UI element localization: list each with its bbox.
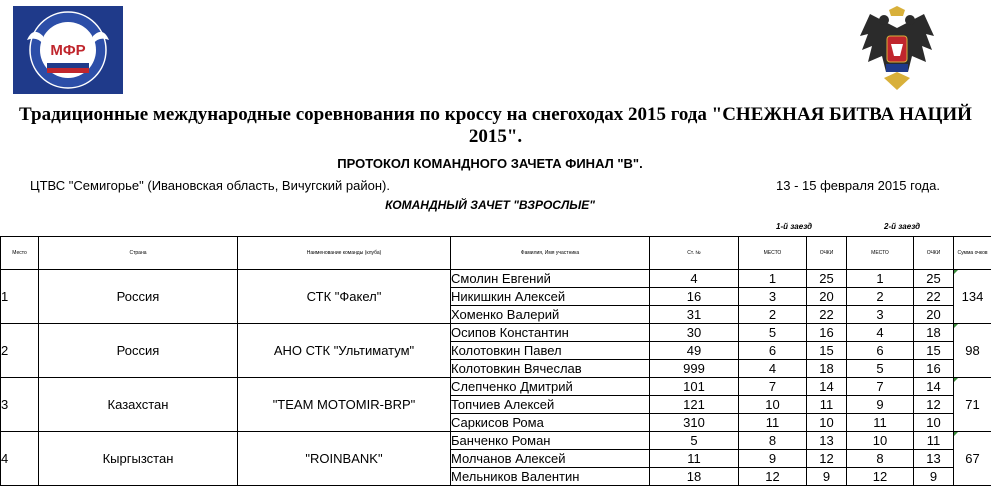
heat1-points: 13 <box>807 432 847 450</box>
heat-2-label: 2-й заезд <box>884 222 921 231</box>
heat2-place: 11 <box>847 414 914 432</box>
heat1-points: 25 <box>807 270 847 288</box>
rider-start-no: 16 <box>650 288 739 306</box>
heat2-points: 16 <box>914 360 954 378</box>
rider-name: Мельников Валентин <box>451 468 650 486</box>
team-country: Россия <box>39 324 238 378</box>
table-row <box>1 378 991 396</box>
heat2-points: 22 <box>914 288 954 306</box>
heat1-points: 16 <box>807 324 847 342</box>
col-country: Страна <box>39 237 238 270</box>
venue-text: ЦТВС "Семигорье" (Ивановская область, Вичугский район). <box>30 178 390 193</box>
document-title: Традиционные международные соревнования по кроссу на снегоходах 2015 года "СНЕЖНАЯ БИТВА НАЦИЙ 2015". <box>19 104 972 147</box>
heat1-points: 11 <box>807 396 847 414</box>
protocol-heading: ПРОТОКОЛ КОМАНДНОГО ЗАЧЕТА ФИНАЛ "В". <box>337 156 643 171</box>
col-total: Сумма очков <box>954 237 991 270</box>
heat1-place: 6 <box>739 342 807 360</box>
team-rank: 2 <box>1 324 39 378</box>
heat2-points: 14 <box>914 378 954 396</box>
heat1-points: 12 <box>807 450 847 468</box>
heat1-points: 9 <box>807 468 847 486</box>
table-header-row <box>1 237 991 270</box>
col-points-heat1: ОЧКИ <box>807 237 847 270</box>
comment-marker-icon <box>954 324 958 328</box>
col-place-heat1: МЕСТО <box>739 237 807 270</box>
col-points-heat2: ОЧКИ <box>914 237 954 270</box>
heat1-place: 9 <box>739 450 807 468</box>
heat1-place: 7 <box>739 378 807 396</box>
rider-start-no: 31 <box>650 306 739 324</box>
team-total <box>954 378 991 432</box>
heat1-points: 15 <box>807 342 847 360</box>
comment-marker-icon <box>954 270 958 274</box>
motorcycle-federation-logo <box>13 6 123 94</box>
heat1-place: 11 <box>739 414 807 432</box>
team-name: "TEAM MOTOMIR-BRP" <box>238 378 451 432</box>
rider-name: Банченко Роман <box>451 432 650 450</box>
heat1-place: 8 <box>739 432 807 450</box>
rider-start-no: 5 <box>650 432 739 450</box>
col-place-heat2: МЕСТО <box>847 237 914 270</box>
heat2-place: 2 <box>847 288 914 306</box>
heat1-place: 12 <box>739 468 807 486</box>
heat2-place: 3 <box>847 306 914 324</box>
col-place: Место <box>1 237 39 270</box>
rider-name: Топчиев Алексей <box>451 396 650 414</box>
col-rider: Фамилия, Имя участника <box>451 237 650 270</box>
heat2-place: 7 <box>847 378 914 396</box>
rider-name: Хоменко Валерий <box>451 306 650 324</box>
logo-left-text: МФР <box>50 42 86 59</box>
team-rank: 3 <box>1 378 39 432</box>
heat1-points: 14 <box>807 378 847 396</box>
team-total <box>954 270 991 324</box>
heat1-place: 10 <box>739 396 807 414</box>
heat2-points: 12 <box>914 396 954 414</box>
dates-text: 13 - 15 февраля 2015 года. <box>776 178 940 193</box>
table-row <box>1 432 991 450</box>
team-country: Кыргызстан <box>39 432 238 486</box>
team-total-value: 67 <box>965 450 980 466</box>
team-total <box>954 324 991 378</box>
heat2-place: 8 <box>847 450 914 468</box>
rider-name: Саркисов Рома <box>451 414 650 432</box>
table-row <box>1 270 991 288</box>
heat1-place: 1 <box>739 270 807 288</box>
heat2-points: 13 <box>914 450 954 468</box>
rider-start-no: 101 <box>650 378 739 396</box>
rider-start-no: 18 <box>650 468 739 486</box>
rider-start-no: 30 <box>650 324 739 342</box>
col-team: Наименование команды (клуба) <box>238 237 451 270</box>
heat1-place: 2 <box>739 306 807 324</box>
rider-name: Смолин Евгений <box>451 270 650 288</box>
rider-name: Слепченко Дмитрий <box>451 378 650 396</box>
heat2-points: 15 <box>914 342 954 360</box>
team-country: Россия <box>39 270 238 324</box>
double-headed-eagle-emblem <box>856 6 938 94</box>
heat1-points: 20 <box>807 288 847 306</box>
results-table <box>0 236 991 486</box>
col-start-no: Ст. № <box>650 237 739 270</box>
team-rank: 4 <box>1 432 39 486</box>
heat2-place: 12 <box>847 468 914 486</box>
team-name: "ROINBANK" <box>238 432 451 486</box>
heat2-points: 20 <box>914 306 954 324</box>
rider-start-no: 11 <box>650 450 739 468</box>
rider-name: Осипов Константин <box>451 324 650 342</box>
rider-start-no: 49 <box>650 342 739 360</box>
heat2-points: 11 <box>914 432 954 450</box>
heat1-points: 10 <box>807 414 847 432</box>
rider-start-no: 4 <box>650 270 739 288</box>
rider-start-no: 310 <box>650 414 739 432</box>
heat2-points: 18 <box>914 324 954 342</box>
heat2-place: 4 <box>847 324 914 342</box>
heat2-points: 9 <box>914 468 954 486</box>
rider-name: Никишкин Алексей <box>451 288 650 306</box>
heat1-place: 3 <box>739 288 807 306</box>
heat2-place: 6 <box>847 342 914 360</box>
heat1-points: 22 <box>807 306 847 324</box>
rider-start-no: 999 <box>650 360 739 378</box>
heat2-place: 9 <box>847 396 914 414</box>
team-country: Казахстан <box>39 378 238 432</box>
heat2-place: 1 <box>847 270 914 288</box>
rider-name: Колотовкин Павел <box>451 342 650 360</box>
team-total-value: 71 <box>965 396 980 412</box>
team-rank: 1 <box>1 270 39 324</box>
team-total-value: 98 <box>965 342 980 358</box>
heat2-place: 5 <box>847 360 914 378</box>
comment-marker-icon <box>954 432 958 436</box>
team-total-value: 134 <box>961 288 984 304</box>
heat1-place: 5 <box>739 324 807 342</box>
rider-name: Колотовкин Вячеслав <box>451 360 650 378</box>
team-category-heading: КОМАНДНЫЙ ЗАЧЕТ "ВЗРОСЛЫЕ" <box>385 198 595 212</box>
heat2-points: 10 <box>914 414 954 432</box>
heat2-place: 10 <box>847 432 914 450</box>
heat1-points: 18 <box>807 360 847 378</box>
heat2-points: 25 <box>914 270 954 288</box>
table-row <box>1 324 991 342</box>
rider-start-no: 121 <box>650 396 739 414</box>
team-total <box>954 432 991 486</box>
heat1-place: 4 <box>739 360 807 378</box>
team-name: СТК "Факел" <box>238 270 451 324</box>
team-name: АНО СТК "Ультиматум" <box>238 324 451 378</box>
comment-marker-icon <box>954 378 958 382</box>
heat-1-label: 1-й заезд <box>776 222 813 231</box>
rider-name: Молчанов Алексей <box>451 450 650 468</box>
